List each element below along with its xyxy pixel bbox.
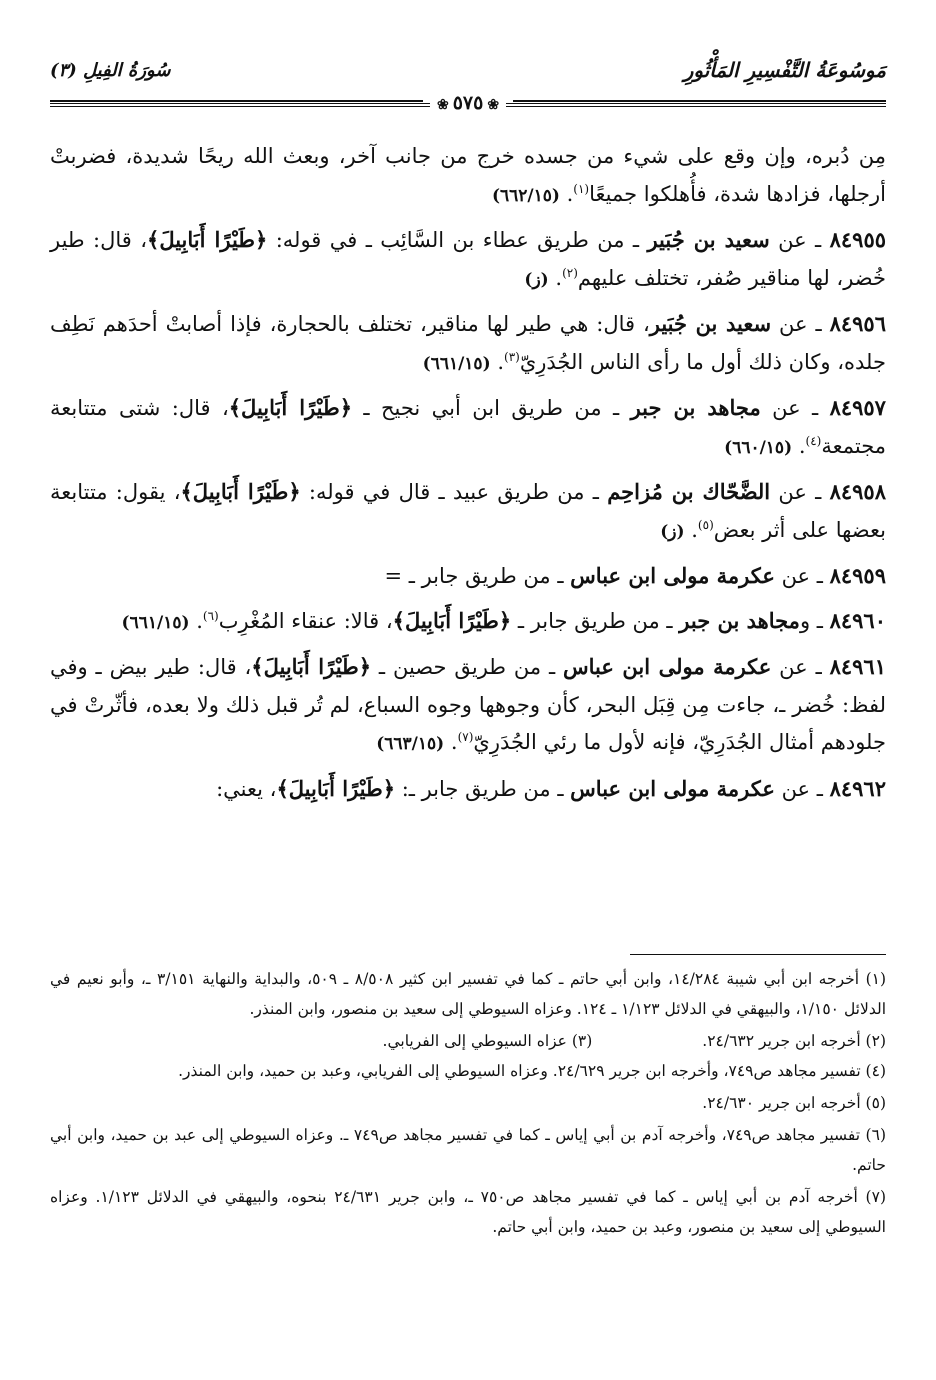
narrator-name: سعيد بن جُبَير (649, 311, 772, 336)
volume-reference: (ز) (524, 269, 549, 290)
quran-quote: ﴿طَيْرًا أَبَابِيلَ﴾ (180, 479, 301, 504)
ornament-rule-left (50, 103, 430, 107)
text-span: ـ عن (771, 655, 830, 679)
volume-reference: (٦٦٣/١٥) (376, 734, 445, 754)
paragraph (50, 770, 886, 809)
paragraph (50, 138, 886, 215)
text-span: ـ من طريق حصين ـ (371, 655, 563, 679)
footnote-marker[interactable]: (٥) (697, 517, 714, 532)
text-span: ، يعني: (216, 776, 277, 801)
quran-quote: ﴿طَيْرًا أَبَابِيلَ﴾ (147, 227, 268, 252)
paragraph (50, 221, 886, 299)
narration-number: ٨٤٩٥٥ (829, 227, 887, 252)
footnotes (50, 964, 886, 1244)
text-span: ، قالا: عنقاء المُغْرِب (218, 608, 393, 633)
paragraph (50, 473, 886, 551)
page-number-box (423, 92, 513, 114)
page-number-row (50, 92, 886, 114)
footnote-marker[interactable]: (٧) (457, 730, 474, 744)
narrator-name: عكرمة مولى ابن عباس (570, 775, 775, 801)
quran-quote: ﴿طَيْرًا أَبَابِيلَ﴾ (251, 654, 372, 679)
narrator-name: عكرمة مولى ابن عباس (563, 654, 772, 679)
footnote: (١) أخرجه ابن أبي شيبة ١٤/٢٨٤، وابن أبي حاتم ـ كما في تفسير ابن كثير ٨/٥٠٨ ـ ٥٠٩، والبداية والنهاية ٣/١٥١ ـ، وأبو نعيم في الدلائل ١/١٥٠، والبيهقي في الدلائل ١/١٢٣ ـ ١٢٤. وعزاه السيوطي إلى سعيد بن منصور، وابن المنذر. (50, 970, 887, 1018)
ornament-icon: ❀ (436, 97, 449, 113)
footnote-pair (50, 1026, 886, 1056)
book-title: مَوسُوعَةُ التَّفْسِيرِ المَأْثُورِ (683, 58, 886, 82)
text-span: ، يقول: متتابعة بعضها على أثر بعض (50, 480, 886, 542)
ornament-icon: ❀ (487, 97, 500, 113)
narration-number: ٨٤٩٦٢ (829, 775, 886, 801)
paragraph (50, 305, 886, 383)
text-span: ـ من طريق جابر ـ = (384, 564, 571, 588)
quran-quote: ﴿طَيْرًا أَبَابِيلَ﴾ (276, 775, 396, 801)
paragraph (50, 389, 886, 467)
quran-quote: ﴿طَيْرًا أَبَابِيلَ﴾ (392, 607, 512, 633)
footnote-marker[interactable]: (٢) (562, 265, 578, 280)
page (50, 52, 886, 1352)
page-number: ٥٧٥ (452, 92, 484, 114)
main-text (50, 138, 886, 814)
narration-number: ٨٤٩٦٠ (829, 607, 886, 633)
narration-number: ٨٤٩٥٧ (829, 395, 886, 420)
text-span: ـ عن (774, 776, 830, 801)
text-span: ـ عن (769, 228, 830, 252)
footnote: (٣) عزاه السيوطي إلى الفريابي. (382, 1032, 593, 1050)
paragraph (50, 557, 886, 596)
volume-reference: (٦٦٢/١٥) (491, 185, 560, 206)
text-span: ، قال: طير بيض ـ وفي لفظ: خُضر ـ، جاءت مِن قِبَل البحر، كأن وجوهها وجوه السباع، لم تُر قبل ذلك ولا بعده، فأثّرتْ في جلودهم أمثال الجُدَرِيّ، فإنه لأول ما رئي الجُدَرِيّ (50, 655, 886, 754)
ornament-rule-right (506, 103, 886, 107)
footnote: (٥) أخرجه ابن جرير ٢٤/٦٣٠. (702, 1094, 886, 1112)
volume-reference: (٦٦٠/١٥) (724, 437, 793, 458)
footnote-marker[interactable]: (٤) (805, 433, 822, 448)
footnote-separator (630, 954, 886, 955)
punct: . (196, 608, 203, 633)
text-span: ـ من طريق عطاء بن السَّائِب ـ في قوله: (267, 228, 648, 252)
footnote-marker[interactable]: (٣) (504, 349, 520, 364)
paragraph (50, 648, 886, 764)
text-span: ـ و (799, 608, 830, 633)
text-span: ـ من طريق جابر ـ: (395, 776, 571, 801)
paragraph-text: مِن دُبره، وإن وقع على شيء من جسده خرج من جانب آخر، وبعث الله ريحًا شديدة، فضربتْ أرجلها، فزادها شدة، فأُهلكوا جميعًا (50, 144, 886, 206)
text-span: ـ من طريق عبيد ـ قال في قوله: (300, 480, 608, 504)
surah-title: سُورَةُ الفِيلِ (٣) (50, 60, 171, 81)
text-span: ـ من طريق جابر ـ (511, 608, 680, 633)
punct: . (555, 265, 563, 290)
footnote: (٢) أخرجه ابن جرير ٢٤/٦٣٢. (702, 1032, 886, 1050)
narrator-name: مجاهد بن جبر (679, 607, 800, 633)
paragraph (50, 602, 886, 643)
punct: . (566, 181, 574, 206)
narration-number: ٨٤٩٥٩ (829, 563, 886, 588)
narration-number: ٨٤٩٦١ (829, 654, 886, 679)
narration-number: ٨٤٩٥٦ (829, 311, 886, 336)
narrator-name: مجاهد بن جبر (630, 395, 761, 420)
text-span: ـ عن (760, 396, 830, 420)
narrator-name: عكرمة مولى ابن عباس (570, 563, 775, 588)
quran-quote: ﴿طَيْرًا أَبَابِيلَ﴾ (228, 395, 353, 420)
volume-reference: (٦٦١/١٥) (422, 353, 491, 374)
punct: . (497, 349, 504, 374)
footnote: (٦) تفسير مجاهد ص٧٤٩، وأخرجه آدم بن أبي إياس ـ كما في تفسير مجاهد ص٧٤٩ ـ. وعزاه السيوطي إلى عبد بن حميد، وابن أبي حاتم. (50, 1126, 886, 1174)
text-span: ـ عن (774, 564, 830, 588)
footnote: (٤) تفسير مجاهد ص٧٤٩، وأخرجه ابن جرير ٢٤/٦٢٩. وعزاه السيوطي إلى الفريابي، وعبد بن حميد، وابن المنذر. (178, 1062, 886, 1080)
volume-reference: (ز) (660, 521, 685, 542)
text-span: ، قال: طير خُضر، لها مناقير صُفر، تختلف عليهم (50, 228, 886, 290)
punct: . (691, 517, 698, 542)
text-span: ، قال: هي طير لها مناقير، تختلف بالحجارة، فإذا أصابتْ أحدَهم نَطِف جلده، وكان ذلك أول ما رأى الناس الجُدَرِيّ (50, 312, 886, 374)
narrator-name: سعيد بن جُبَير (647, 227, 770, 252)
volume-reference: (٦٦١/١٥) (121, 612, 190, 633)
text-span: ـ عن (771, 312, 830, 336)
narrator-name: الضَّحّاك بن مُزاحِم (607, 479, 771, 504)
text-span: ـ عن (770, 480, 830, 504)
text-span: ـ من طريق ابن أبي نجيح ـ (352, 396, 631, 420)
footnote: (٧) أخرجه آدم بن أبي إياس ـ كما في تفسير مجاهد ص٧٥٠ ـ، وابن جرير ٢٤/٦٣١ بنحوه، والبيهقي في الدلائل ١/١٢٣. وعزاه السيوطي إلى سعيد بن منصور، وعبد بن حميد، وابن أبي حاتم. (50, 1188, 886, 1236)
narration-number: ٨٤٩٥٨ (829, 479, 886, 504)
footnote-marker[interactable]: (١) (573, 181, 590, 196)
footnote-marker[interactable]: (٦) (202, 608, 219, 623)
text-span: ، قال: شتى متتابعة مجتمعة (50, 396, 886, 458)
punct: . (450, 730, 458, 754)
punct: . (798, 433, 806, 458)
